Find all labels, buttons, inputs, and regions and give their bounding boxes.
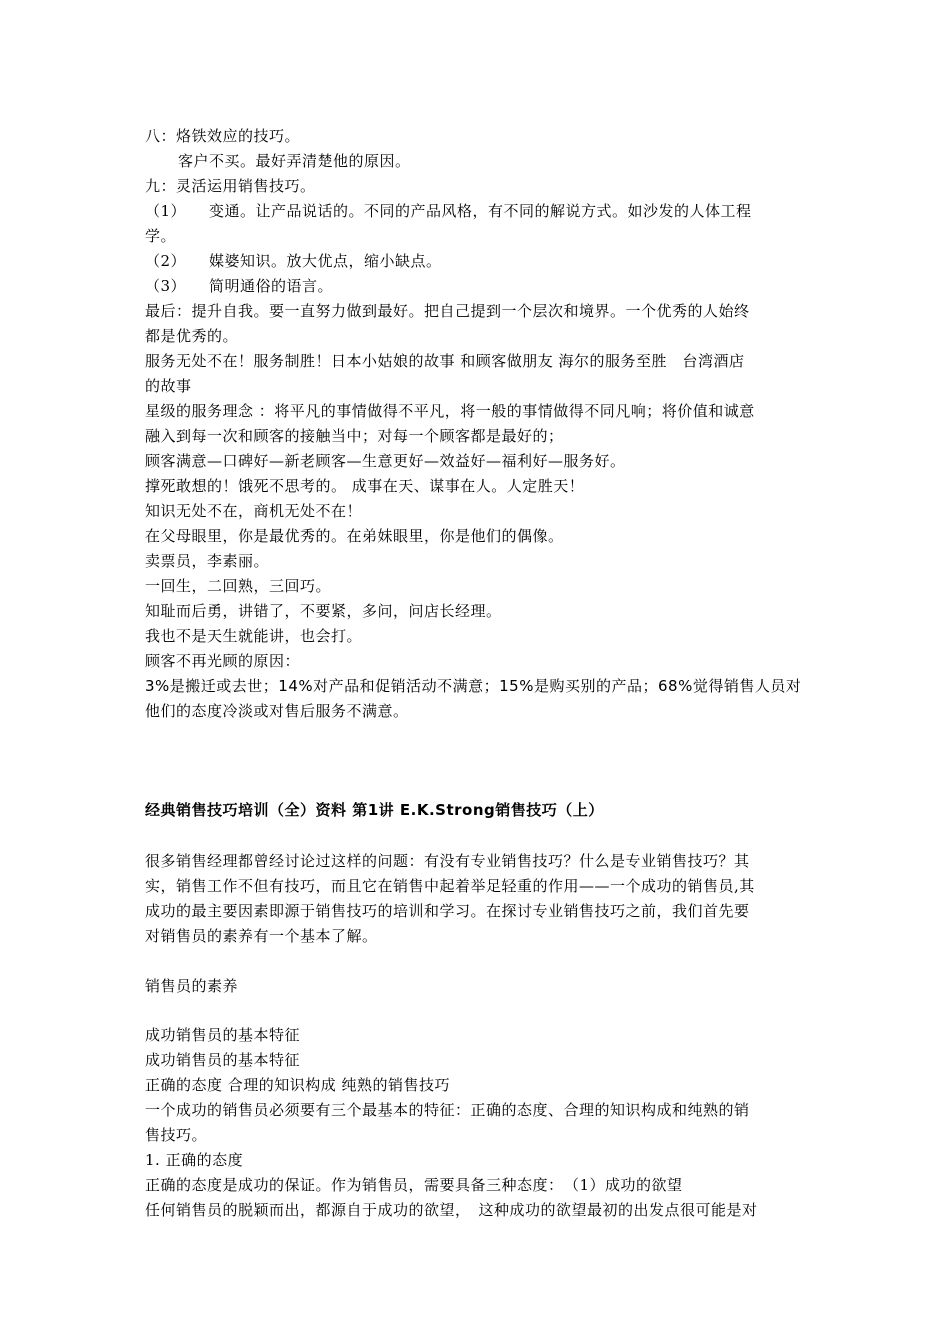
heading-eight: 八：烙铁效应的技巧。 xyxy=(145,127,301,145)
heading-nine: 九：灵活运用销售技巧。 xyxy=(145,177,316,195)
paragraph-line: 知识无处不在，商机无处不在！ xyxy=(145,502,363,520)
list-marker: （1） xyxy=(145,202,187,220)
paragraph-line: 对销售员的素养有一个基本了解。 xyxy=(145,927,378,945)
paragraph-line: 他们的态度冷淡或对售后服务不满意。 xyxy=(145,702,409,720)
paragraph-line: 顾客不再光顾的原因： xyxy=(145,652,301,670)
paragraph-line: 的故事 xyxy=(145,377,192,395)
section-title: 经典销售技巧培训（全）资料 第1讲 E.K.Strong销售技巧（上） xyxy=(145,801,604,819)
paragraph-line: 实，销售工作不但有技巧，而且它在销售中起着举足轻重的作用——一个成功的销售员,其 xyxy=(145,877,755,895)
list-text: 变通。让产品说话的。不同的产品风格，有不同的解说方式。如沙发的人体工程 xyxy=(209,202,752,220)
paragraph-line: 撑死敢想的！饿死不思考的。 成事在天、谋事在人。人定胜天！ xyxy=(145,477,585,495)
list-text: 简明通俗的语言。 xyxy=(209,277,334,295)
paragraph-line: 最后：提升自我。要一直努力做到最好。把自己提到一个层次和境界。一个优秀的人始终 xyxy=(145,302,750,320)
paragraph-line: 一个成功的销售员必须要有三个最基本的特征：正确的态度、合理的知识构成和纯熟的销 xyxy=(145,1101,750,1119)
paragraph-line: 成功的最主要因素即源于销售技巧的培训和学习。在探讨专业销售技巧之前，我们首先要 xyxy=(145,902,750,920)
list-item-3 xyxy=(145,276,333,296)
list-marker: （3） xyxy=(145,277,187,295)
paragraph-line: 我也不是天生就能讲，也会打。 xyxy=(145,627,363,645)
list-marker: （2） xyxy=(145,252,187,270)
list-item-2 xyxy=(145,251,442,271)
paragraph-line: 都是优秀的。 xyxy=(145,327,239,345)
paragraph-line: 融入到每一次和顾客的接触当中；对每一个顾客都是最好的； xyxy=(145,427,564,445)
paragraph-line: 学。 xyxy=(145,227,177,245)
list-text: 媒婆知识。放大优点，缩小缺点。 xyxy=(209,252,442,270)
paragraph-line: 卖票员，李素丽。 xyxy=(145,552,270,570)
paragraph-line: 正确的态度 合理的知识构成 纯熟的销售技巧 xyxy=(145,1076,451,1094)
paragraph-line: 3%是搬迁或去世；14%对产品和促销活动不满意；15%是购买别的产品；68%觉得销售人员对 xyxy=(145,677,802,695)
list-item-1 xyxy=(145,201,752,221)
paragraph-line: 知耻而后勇，讲错了，不要紧，多问，问店长经理。 xyxy=(145,602,502,620)
paragraph-line: 星级的服务理念 ：将平凡的事情做得不平凡，将一般的事情做得不同凡响；将价值和诚意 xyxy=(145,402,755,420)
paragraph-line: 成功销售员的基本特征 xyxy=(145,1051,301,1069)
numbered-heading: 1. 正确的态度 xyxy=(145,1151,244,1169)
paragraph-line: 售技巧。 xyxy=(145,1126,208,1144)
paragraph-line: 一回生，二回熟，三回巧。 xyxy=(145,577,332,595)
paragraph-line: 任何销售员的脱颖而出，都源自于成功的欲望， 这种成功的欲望最初的出发点很可能是对 xyxy=(145,1201,758,1219)
subheading: 销售员的素养 xyxy=(145,977,239,995)
paragraph-line: 成功销售员的基本特征 xyxy=(145,1026,301,1044)
paragraph-line: 在父母眼里，你是最优秀的。在弟妹眼里，你是他们的偶像。 xyxy=(145,527,564,545)
paragraph-line: 顾客满意—口碑好—新老顾客—生意更好—效益好—福利好—服务好。 xyxy=(145,452,626,470)
paragraph-line: 很多销售经理都曾经讨论过这样的问题：有没有专业销售技巧？什么是专业销售技巧？其 xyxy=(145,852,750,870)
paragraph-line: 客户不买。最好弄清楚他的原因。 xyxy=(178,152,411,170)
paragraph-line: 正确的态度是成功的保证。作为销售员，需要具备三种态度： （1）成功的欲望 xyxy=(145,1176,683,1194)
paragraph-line: 服务无处不在！服务制胜！日本小姑娘的故事 和顾客做朋友 海尔的服务至胜 台湾酒店 xyxy=(145,352,745,370)
